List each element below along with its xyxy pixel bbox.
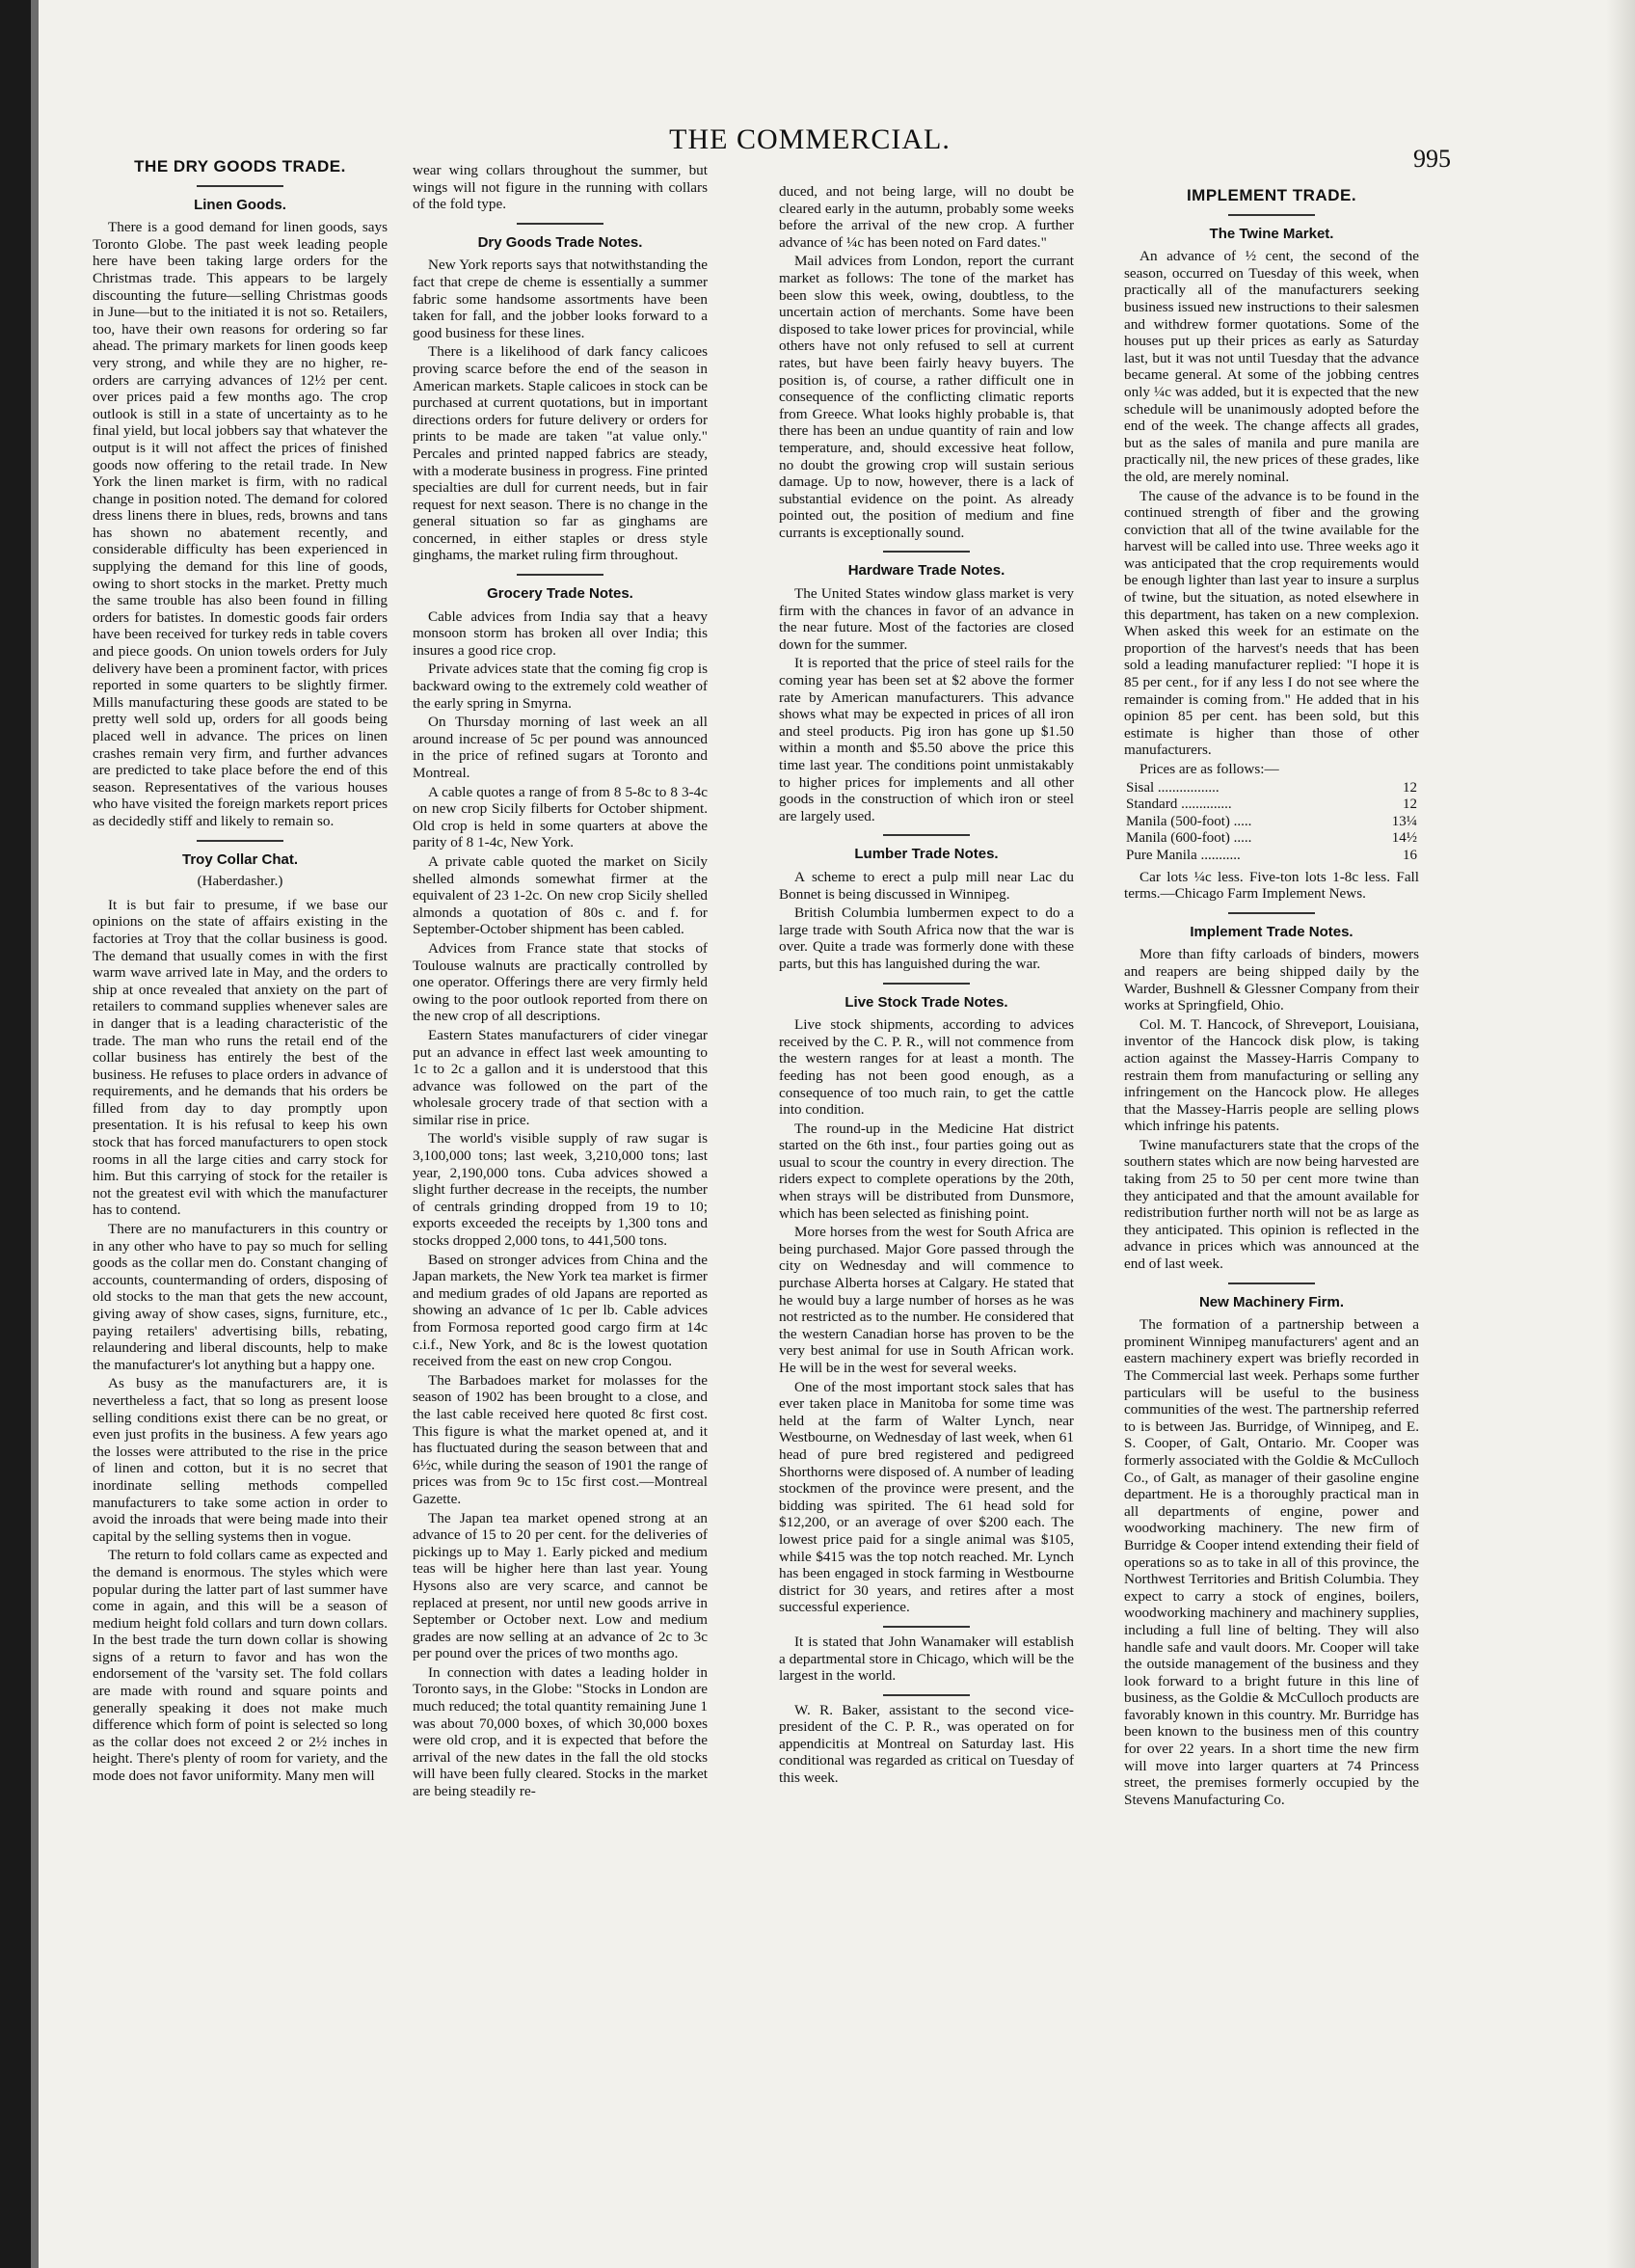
article-paragraph: It is reported that the price of steel rails for the coming year has been set at $2 above the former rate by American manufacturers. This advance shows what may be expected in prices of all iron and steel products. Pig iron has gone up $1.50 within a month and $5.50 above the price this time last year. The conditions point unmistakably to higher prices for implements and all other goods in the construction of which iron or steel are largely used. (779, 655, 1074, 824)
article-paragraph: Based on stronger advices from China and the Japan markets, the New York tea market is firmer and medium grades of old Japans are reported as showing an advance of 1c per lb. Cable advices from Formosa reported good cargo firm at 14c c.i.f., New York, and 8c is the lowest quotation received from the east on new crop Congou. (413, 1251, 708, 1370)
article-paragraph: British Columbia lumbermen expect to do a large trade with South Africa now that the war is over. Quite a trade was formerly done with these parts, but this has languished during the war. (779, 904, 1074, 972)
article-paragraph: There is a likelihood of dark fancy calicoes proving scarce before the end of the season in American markets. Staple calicoes in stock can be purchased at current quotations, but in important directions orders for future delivery or orders for prints to be made are taken "at value only." Percales and printed napped fabrics are steady, with a moderate business in progress. Fine printed specialties are dull for current needs, but in fair request for next season. There is no change in the general situation so far as ginghams are concerned, in either staples or dress style ginghams, the market ruling firm throughout. (413, 343, 708, 564)
price-cell: 14½ (1391, 830, 1417, 847)
article-paragraph: It is stated that John Wanamaker will establish a departmental store in Chicago, which will be the largest in the world. (779, 1633, 1074, 1685)
divider (197, 185, 283, 187)
column-3 (779, 183, 1074, 1789)
article-paragraph: Cable advices from India say that a heavy monsoon storm has broken all over India; this insures a good rice crop. (413, 608, 708, 659)
article-paragraph: More horses from the west for South Africa are being purchased. Major Gore passed through the city on Wednesday and will commence to purchase Alberta horses at Calgary. He stated that he would buy a large number of horses as he was not restricted as to the number. He considered that the western Canadian horse has proven to be the very best animal for use in South African work. He will be in the west for several weeks. (779, 1224, 1074, 1376)
grade-cell: Standard .............. (1126, 796, 1232, 813)
table-row (1124, 814, 1419, 831)
table-row (1124, 848, 1419, 865)
article-paragraph: Col. M. T. Hancock, of Shreveport, Louisiana, inventor of the Hancock disk plow, is taking action against the Massey-Harris Company to restrain them from manufacturing or selling any infringement on the Hancock plow. He alleges that the Massey-Harris people are selling plows which infringe his patents. (1124, 1015, 1419, 1135)
divider (883, 983, 970, 985)
grade-cell: Pure Manila ........... (1126, 847, 1241, 863)
article-paragraph: wear wing collars throughout the summer, but wings will not figure in the running with collars of the fold type. (413, 162, 708, 213)
article-paragraph: As busy as the manufacturers are, it is nevertheless a fact, that so long as present loose selling conditions exist there can be no great, or even just profits in the business. A few years ago the losses were attributed to the rise in the price of linen and cotton, but it is no secret that inordinate selling methods compelled manufacturers to take some action in order to avoid the inroads that were being made into their capital by the selling systems then in vogue. (93, 1375, 388, 1545)
article-paragraph: The Barbadoes market for molasses for the season of 1902 has been brought to a close, and the last cable received here quoted 8c first cost. This figure is what the market opened at, and it has fluctuated during the season between that and 6½c, while during the season of 1901 the range of prices was from 9c to 15c first cost.—Montreal Gazette. (413, 1371, 708, 1507)
heading-twine-market: The Twine Market. (1209, 225, 1334, 242)
divider (883, 551, 970, 553)
heading-dry-goods-notes: Dry Goods Trade Notes. (477, 233, 643, 251)
divider (883, 1626, 970, 1628)
article-paragraph: Car lots ¼c less. Five-ton lots 1-8c less. Fall terms.—Chicago Farm Implement News. (1124, 868, 1419, 903)
heading-lumber-notes: Lumber Trade Notes. (854, 846, 999, 863)
divider (1228, 214, 1315, 216)
article-paragraph: Twine manufacturers state that the crops of the southern states which are now being harvested are taking from 25 to 50 per cent more twine than they anticipated and that the amount available for redistribution further north will not be as large as they anticipated. This opinion is reflected in the advance in prices which was announced at the end of last week. (1124, 1136, 1419, 1273)
page-binding-edge (0, 0, 31, 2268)
article-paragraph: Live stock shipments, according to advices received by the C. P. R., will not commence from the western ranges for at least a month. The feeding has not been good enough, as a consequence of too much rain, to get the cattle into condition. (779, 1016, 1074, 1119)
heading-implement-notes: Implement Trade Notes. (1190, 923, 1354, 940)
prices-intro: Prices are as follows:— (1139, 761, 1279, 777)
page-binding-shadow (31, 0, 39, 2268)
table-row (1124, 796, 1419, 814)
article-paragraph: In connection with dates a leading holder in Toronto says, in the Globe: "Stocks in London are much reduced; the total quantity remaining June 1 was about 70,000 boxes, of which 30,000 boxes were old crop, and it is expected that before the arrival of the new dates in the fall the old stocks will have been fully cleared. Stocks in the market are being steadily re- (413, 1663, 708, 1800)
article-paragraph: The formation of a partnership between a prominent Winnipeg manufacturers' agent and an eastern machinery expert was briefly recorded in The Commercial last week. Perhaps some further particulars will be useful to the business communities of the west. The partnership referred to is between Jas. Burridge, of Winnipeg, and E. S. Cooper, of Galt, Ontario. Mr. Cooper was formerly associated with the Goldie & McCulloch Co., of Galt, as manager of their gasoline engine department. He is a thoroughly practical man in all departments of engine, power and woodworking machinery. The new firm of Burridge & Cooper intend extending their field of operations so as to take in all of this province, the Northwest Territories and British Columbia. They expect to carry a stock of engines, boilers, woodworking machinery and machinery supplies, including a full line of belting. They will also handle safe and vault doors. Mr. Cooper will take the outside management of the business and they look forward to a bright future in this line of business, as the Goldie & McCulloch products are favorably known in this country. Mr. Burridge has been known to the business men of this country for over 22 years. In a short time the new firm will move into larger quarters at 74 Princess street, the premises formerly occupied by the Stevens Manufacturing Co. (1124, 1316, 1419, 1808)
subheading-source: (Haberdasher.) (197, 874, 283, 890)
article-paragraph: It is but fair to presume, if we base our opinions on the state of affairs existing in the factories at Troy that the collar business is good. The demand that usually comes in with the first warm wave arrived late in May, and the orders to ship at once revealed that anxiety on the part of retailers to command supplies whenever sales are in danger that is a leading characteristic of the trade. The man who runs the retail end of the collar business has entirely the best of the business. He refuses to place orders in advance of requirements, and he demands that his orders be filled from day to day promptly upon presentation. It is his refusal to keep his own stock that has forced manufacturers to open stock rooms in all the large cities and carry stock for him. But this carrying of stock for the retailer is not the greatest evil with which the manufacturer has to contend. (93, 896, 388, 1219)
divider (1228, 1282, 1315, 1284)
page-right-shade (1606, 0, 1635, 2268)
section-title-implement-trade: IMPLEMENT TRADE. (1186, 186, 1357, 204)
article-paragraph: The world's visible supply of raw sugar is 3,100,000 tons; last week, 3,210,000 tons; last year, 2,190,000 tons. Cuba advices showed a slight further decrease in the receipts, the number of centrals grinding dropped from 19 to 10; exports exceeded the receipts by 1,300 tons and stocks dropped 2,000 tons, to 441,500 tons. (413, 1130, 708, 1250)
divider (1228, 912, 1315, 914)
price-cell: 13¼ (1391, 813, 1417, 829)
article-paragraph: One of the most important stock sales that has ever taken place in Manitoba for some time was held at the farm of Walter Lynch, near Westbourne, on Wednesday of last week, when 61 head of pure bred registered and pedigreed Shorthorns were disposed of. A number of leading stockmen of the province were present, and the bidding was spirited. The 61 head sold for $12,200, or an average of over $200 each. The lowest price paid for a single animal was $105, while $415 was the top notch reached. Mr. Lynch has been engaged in stock farming in Westbourne district for 30 years, and retires after a most successful experience. (779, 1378, 1074, 1616)
divider (517, 574, 603, 576)
page-number: 995 (1413, 145, 1451, 173)
divider (197, 840, 283, 842)
price-cell: 16 (1403, 847, 1417, 863)
article-paragraph: A scheme to erect a pulp mill near Lac du Bonnet is being discussed in Winnipeg. (779, 868, 1074, 903)
article-paragraph: A cable quotes a range of from 8 5-8c to 8 3-4c on new crop Sicily filberts for October shipment. Old crop is held in some quarters at above the parity of 8 1-4c, New York. (413, 783, 708, 851)
price-cell: 12 (1403, 796, 1417, 813)
article-paragraph: A private cable quoted the market on Sicily shelled almonds somewhat firmer at the equivalent of 23 1-2c. On new crop Sicily shelled almonds a quotation of 80s c. and f. for September-October shipment has been cabled. (413, 852, 708, 938)
article-paragraph: The cause of the advance is to be found in the continued strength of fiber and the growing conviction that all of the twine available for the harvest will be called into use. Three weeks ago it was anticipated that the crop requirements would be enough lighter than last year to insure a surplus of twine, but the situation, as noted elsewhere in this department, has taken on a new complexion. When asked this week for an estimate on the proportion of the harvest's needs that has been sold a leading manufacturer replied: "I hope it is 85 per cent., for if any less I do not see where the remainder is coming from." He added that in his opinion 85 per cent. has been sold, but this estimate is higher than those of other manufacturers. (1124, 487, 1419, 759)
article-paragraph: More than fifty carloads of binders, mowers and reapers are being shipped daily by the Warder, Bushnell & Glessner Company from their works at Springfield, Ohio. (1124, 946, 1419, 1014)
heading-grocery-notes: Grocery Trade Notes. (487, 585, 633, 603)
article-paragraph: Mail advices from London, report the currant market as follows: The tone of the market has been slow this week, owing, doubtless, to the uncertain action of merchants. Some have been disposed to take lower prices for provincial, while others have not only refused to sell at current rates, but have been fairly heavy buyers. The position is, of course, a rather difficult one in consequence of the conflicting climatic reports from Greece. What looks highly probable is, that there has been an undue quantity of rain and low temperature, and, should excessive heat follow, no doubt the growing crop will sustain serious damage. Up to now, however, there is a lack of substantial evidence on the point. As already pointed out, the position of medium and fine currants is exceptionally sound. (779, 253, 1074, 541)
price-cell: 12 (1403, 779, 1417, 796)
running-head: THE COMMERCIAL. (669, 123, 951, 155)
divider (883, 1694, 970, 1696)
grade-cell: Manila (600-foot) ..... (1126, 830, 1252, 847)
divider (883, 834, 970, 836)
grade-cell: Sisal ................. (1126, 779, 1220, 796)
article-paragraph: There is a good demand for linen goods, says Toronto Globe. The past week leading people here have been taking large orders for the Christmas trade. This appears to be largely discounting the future—selling Christmas goods in June—but to the initiated it is not so. Retailers, too, have their own reasons for ordering so far ahead. The primary markets for linen goods keep very strong, and while they are no higher, re-orders are carrying advances of 12½ per cent. over prices paid a few months ago. The crop outlook is still in a state of uncertainty as to he final yield, but local jobbers say that whatever the output is it will not affect the prices of finished goods now offering to the retail trade. In New York the linen market is firm, with no radical change in position noted. The demand for colored dress linens there in blues, reds, browns and tans has shown no abatement recently, and considerable difficulty has been experienced in supplying the demand for this line of goods, owing to short stocks in the market. Pretty much the same trouble has also been found in filling orders for batistes. In domestic goods fair orders have been received for turkey reds in table covers and piece goods. On union towels orders for July delivery have been a prominent factor, with prices reported in some quarters to be slightly firmer. Mills manufacturing these goods are stated to be pretty well sold up, orders for all goods being placed well in advance. The prices on linen crashes remain very firm, and further advances are predicted to take place before the end of this season. Representatives of the various houses who have visited the foreign markets report prices as decidedly stiff and likely to remain so. (93, 219, 388, 829)
section-title-dry-goods: THE DRY GOODS TRADE. (134, 157, 346, 176)
article-paragraph: Advices from France state that stocks of Toulouse walnuts are practically controlled by one operator. Offerings there are very firmly held owing to the poor outlook reported from there on the new crop of all descriptions. (413, 939, 708, 1025)
grade-cell: Manila (500-foot) ..... (1126, 813, 1252, 829)
article-paragraph: An advance of ½ cent, the second of the season, occurred on Tuesday of this week, when practically all of the manufacturers seeking business issued new instructions to their salesmen and withdrew former quotations. Some of the houses put up their prices as early as Saturday last, but it was not until Tuesday that the advance became general. At some of the jobbing centres only ¼c was added, but it is expected that the new schedule will be unanimously adopted before the end of the week. The change affects all grades, but as the sales of manila and pure manila are practically nil, the new prices of these grades, like the old, are merely nominal. (1124, 248, 1419, 485)
divider (517, 223, 603, 225)
article-paragraph: Private advices state that the coming fig crop is backward owing to the extremely cold weather of the early spring in Smyrna. (413, 661, 708, 712)
column-2 (413, 162, 708, 1802)
article-paragraph: W. R. Baker, assistant to the second vice-president of the C. P. R., was operated on for appendicitis at Montreal on Saturday last. His conditional was regarded as critical on Tuesday of this week. (779, 1701, 1074, 1787)
table-row (1124, 830, 1419, 848)
heading-live-stock-notes: Live Stock Trade Notes. (844, 993, 1008, 1011)
column-4 (1124, 183, 1419, 1810)
heading-hardware-notes: Hardware Trade Notes. (847, 562, 1005, 580)
article-paragraph: On Thursday morning of last week an all around increase of 5c per pound was announced in the price of refined sugars at Toronto and Montreal. (413, 714, 708, 781)
article-paragraph: The United States window glass market is very firm with the chances in favor of an advance in the near future. Most of the factories are closed down for the summer. (779, 585, 1074, 653)
article-paragraph: There are no manufacturers in this country or in any other who have to pay so much for selling goods as the collar men do. Constant changing of accounts, countermanding of orders, disposing of old stocks to the man that gets the new account, giving away of show cases, signs, furniture, etc., paying retailers' advertising bills, rebating, relaundering and liberal discounts, help to make the manufacturer's lot anything but a happy one. (93, 1221, 388, 1373)
article-paragraph: The Japan tea market opened strong at an advance of 15 to 20 per cent. for the deliveries of pickings up to May 1. Early picked and medium teas will be higher here than last year. Young Hysons also are very scarce, and cannot be replaced at present, nor until new goods arrive in September or October next. Low and medium grades are now selling at an advance of 2c to 3c per pound over the prices of two months ago. (413, 1509, 708, 1662)
heading-linen-goods: Linen Goods. (194, 196, 286, 213)
article-paragraph: Eastern States manufacturers of cider vinegar put an advance in effect last week amounting to 1c to 2c a gallon and it is understood that this advance was followed on the part of the wholesale grocery trade of that section with a similar rise in price. (413, 1026, 708, 1128)
article-paragraph: New York reports says that notwithstanding the fact that crepe de cheme is essentially a summer fabric some handsome assortments have been taken for fall, and the jobber looks forward to a good business for these lines. (413, 256, 708, 341)
article-paragraph: duced, and not being large, will no doubt be cleared early in the autumn, probably some weeks before the arrival of the new crop. A further advance of ¼c has been noted on Fard dates." (779, 183, 1074, 251)
twine-price-table (1124, 780, 1419, 865)
article-paragraph: The round-up in the Medicine Hat district started on the 6th inst., four parties going out as usual to scour the country in every direction. The riders expect to complete operations by the 20th, when strays will be distributed from Dunsmore, which has been selected as finishing point. (779, 1120, 1074, 1222)
heading-new-machinery-firm: New Machinery Firm. (1198, 1293, 1345, 1310)
column-1 (93, 154, 388, 1787)
table-row (1124, 780, 1419, 797)
heading-troy-collar-chat: Troy Collar Chat. (181, 850, 299, 868)
article-paragraph: The return to fold collars came as expected and the demand is enormous. The styles which were popular during the latter part of last summer have come in again, and this will be a season of medium height fold collars and turn down collars. In the best trade the turn down collar is showing signs of a return to favor and has won the endorsement of the 'varsity set. The fold collars are made with round and square points and generally speaking it does not make much difference which form of point is selected so long as the collar does not exceed 2 or 2½ inches in height. There's plenty of room for variety, and the mode does not favor uniformity. Many men will (93, 1547, 388, 1785)
